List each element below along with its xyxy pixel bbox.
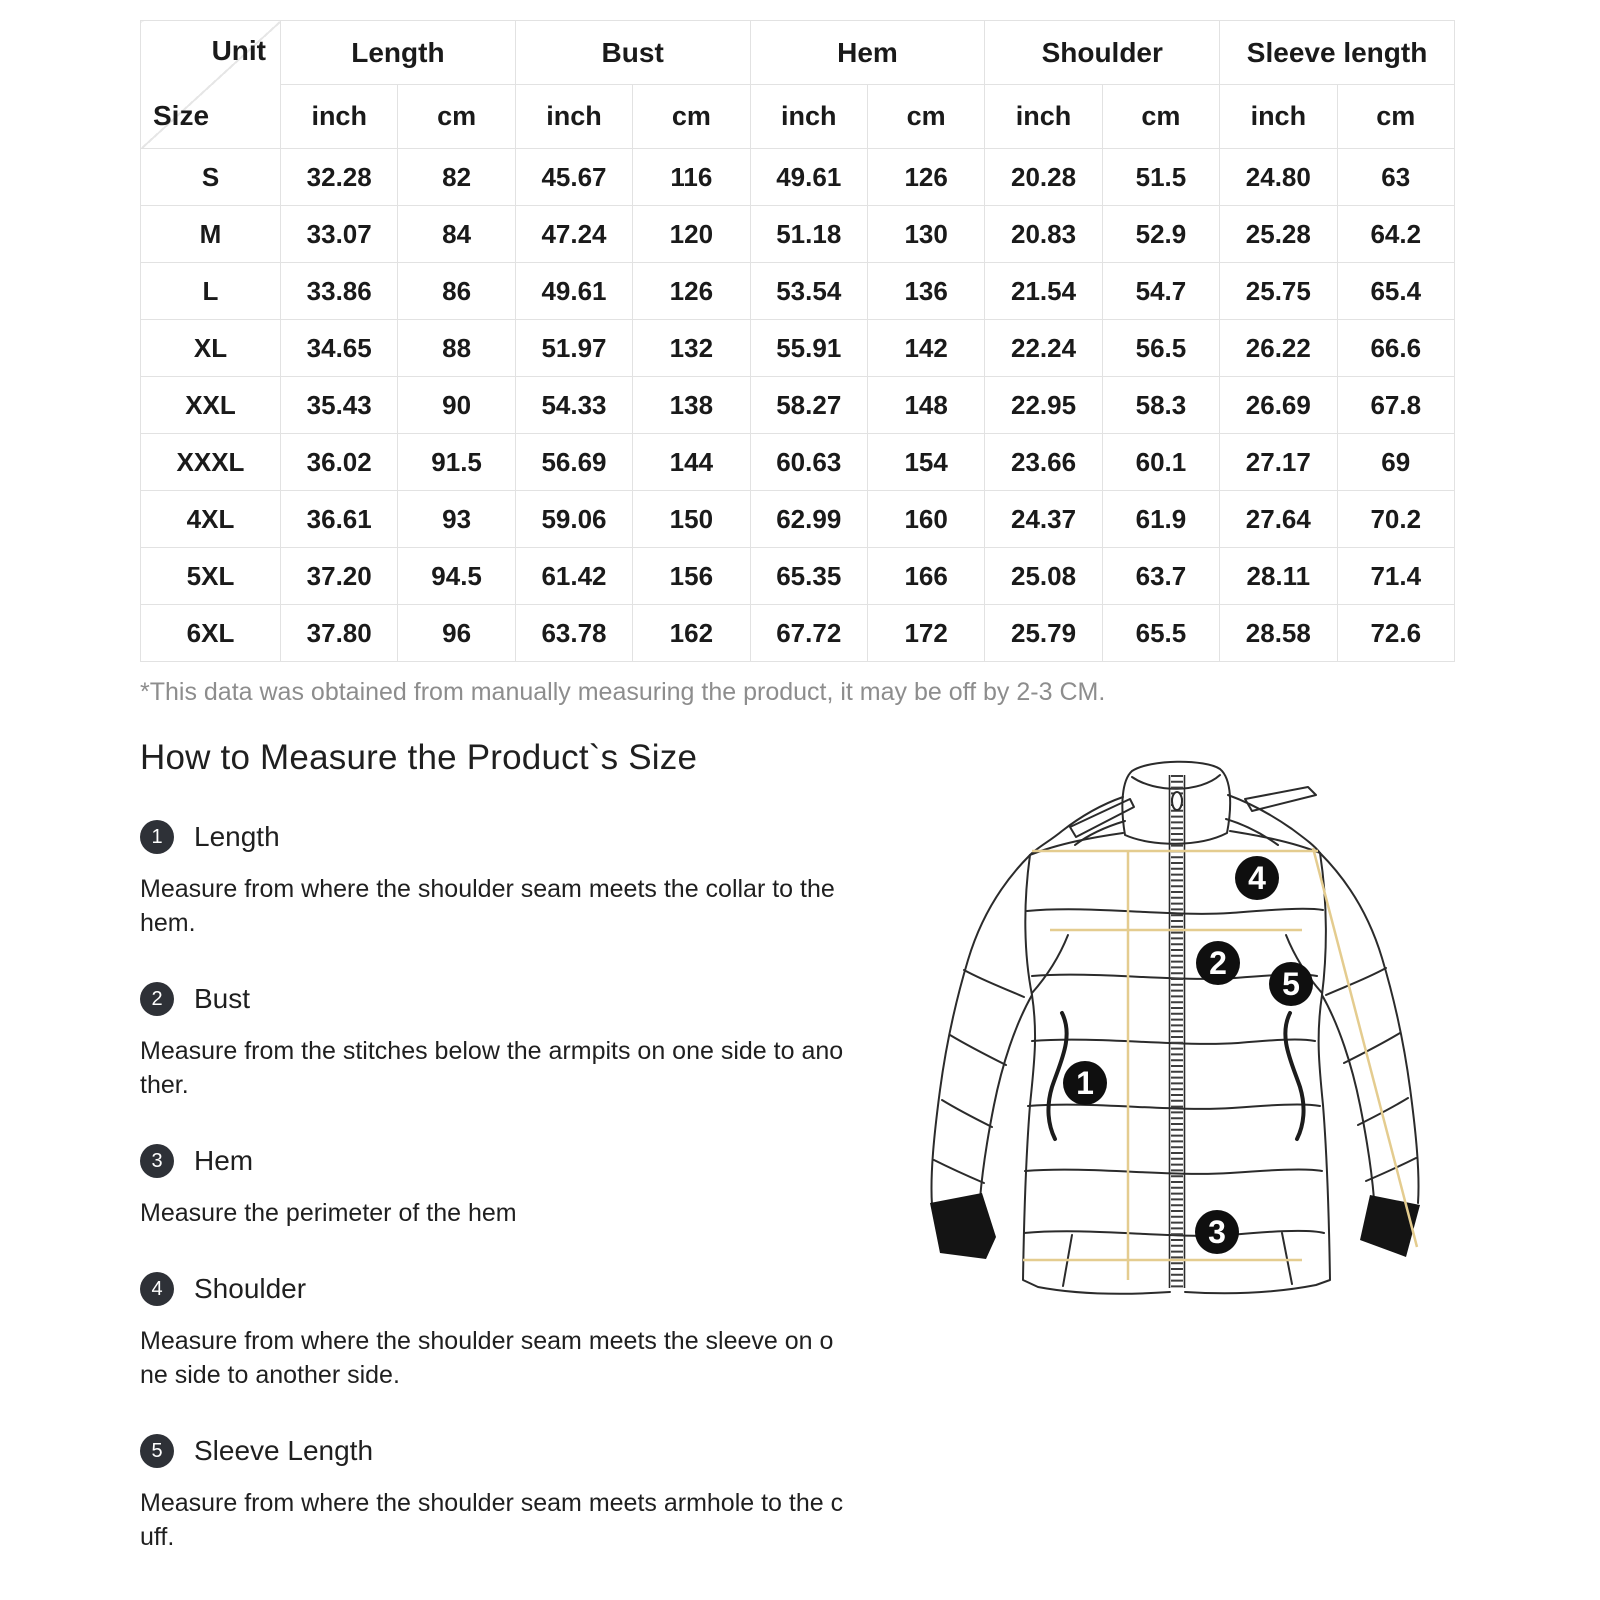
step-number-badge: 5: [140, 1434, 174, 1468]
step-header: [140, 1272, 845, 1306]
measure-step: [140, 1144, 845, 1230]
step-label: Sleeve Length: [194, 1435, 374, 1466]
measure-step: [140, 820, 845, 940]
measure-step: [140, 1434, 845, 1554]
cuff-left: [930, 1193, 996, 1259]
measure-cell: 63.7: [1102, 548, 1219, 605]
measure-cell: 24.37: [985, 491, 1102, 548]
column-group-sleeve-length: Sleeve length: [1220, 21, 1455, 85]
size-cell: S: [141, 149, 281, 206]
measure-cell: 84: [398, 206, 515, 263]
measure-cell: 144: [633, 434, 750, 491]
size-cell: XXXL: [141, 434, 281, 491]
measure-cell: 56.69: [515, 434, 632, 491]
measure-cell: 28.58: [1220, 605, 1337, 662]
unit-header: inch: [515, 85, 632, 149]
table-row: [141, 320, 1455, 377]
step-header: [140, 1434, 845, 1468]
jacket-measurement-diagram: [920, 735, 1460, 1305]
step-description: Measure from where the shoulder seam meets the sleeve on one side to another side.: [140, 1327, 834, 1389]
step-label: Bust: [194, 983, 251, 1014]
measure-cell: 25.79: [985, 605, 1102, 662]
column-group-hem: Hem: [750, 21, 985, 85]
measure-step: [140, 982, 845, 1102]
measure-cell: 60.63: [750, 434, 867, 491]
step-number-badge: 3: [140, 1144, 174, 1178]
measure-cell: 25.28: [1220, 206, 1337, 263]
how-to-measure-title: How to Measure the Product`s Size: [140, 738, 698, 777]
step-number-badge: 1: [140, 820, 174, 854]
measure-cell: 91.5: [398, 434, 515, 491]
measure-cell: 59.06: [515, 491, 632, 548]
measure-cell: 55.91: [750, 320, 867, 377]
svg-text:4: 4: [1248, 860, 1266, 896]
measure-cell: 23.66: [985, 434, 1102, 491]
measure-cell: 54.7: [1102, 263, 1219, 320]
measure-cell: 22.95: [985, 377, 1102, 434]
measure-cell: 132: [633, 320, 750, 377]
measure-cell: 34.65: [281, 320, 398, 377]
measure-cell: 45.67: [515, 149, 632, 206]
measure-cell: 69: [1337, 434, 1454, 491]
marker-length: [1063, 1061, 1107, 1105]
measure-cell: 154: [867, 434, 984, 491]
marker-shoulder: [1235, 856, 1279, 900]
measure-cell: 126: [633, 263, 750, 320]
measure-cell: 51.97: [515, 320, 632, 377]
measure-cell: 65.4: [1337, 263, 1454, 320]
measure-cell: 67.72: [750, 605, 867, 662]
measure-cell: 66.6: [1337, 320, 1454, 377]
measure-cell: 36.61: [281, 491, 398, 548]
measure-cell: 27.64: [1220, 491, 1337, 548]
measure-cell: 52.9: [1102, 206, 1219, 263]
measure-cell: 25.08: [985, 548, 1102, 605]
unit-header: cm: [398, 85, 515, 149]
measure-cell: 70.2: [1337, 491, 1454, 548]
unit-header: cm: [1337, 85, 1454, 149]
step-description: Measure from where the shoulder seam meets armhole to the cuff.: [140, 1489, 844, 1551]
step-label: Shoulder: [194, 1273, 307, 1304]
step-label: Hem: [194, 1145, 254, 1176]
measure-cell: 21.54: [985, 263, 1102, 320]
measure-cell: 51.5: [1102, 149, 1219, 206]
measure-cell: 24.80: [1220, 149, 1337, 206]
table-row: [141, 206, 1455, 263]
measure-cell: 90: [398, 377, 515, 434]
pocket-right: [1285, 1013, 1303, 1139]
measure-cell: 65.35: [750, 548, 867, 605]
measure-cell: 136: [867, 263, 984, 320]
size-table-body: [141, 149, 1455, 662]
svg-text:3: 3: [1208, 1214, 1226, 1250]
size-cell: 4XL: [141, 491, 281, 548]
measure-cell: 82: [398, 149, 515, 206]
measure-cell: 26.22: [1220, 320, 1337, 377]
measure-cell: 63.78: [515, 605, 632, 662]
table-row: [141, 263, 1455, 320]
size-chart-table: [140, 20, 1455, 662]
how-to-measure-section: [140, 738, 845, 1554]
measure-cell: 32.28: [281, 149, 398, 206]
measure-cell: 20.83: [985, 206, 1102, 263]
measure-cell: 58.3: [1102, 377, 1219, 434]
measure-step: [140, 1272, 845, 1392]
corner-size-label: Size: [153, 100, 210, 131]
column-group-shoulder: Shoulder: [985, 21, 1220, 85]
column-group-bust: Bust: [515, 21, 750, 85]
step-number-badge: 4: [140, 1272, 174, 1306]
measure-cell: 37.80: [281, 605, 398, 662]
measure-cell: 64.2: [1337, 206, 1454, 263]
table-row: [141, 377, 1455, 434]
step-header: [140, 1144, 845, 1178]
svg-text:1: 1: [1076, 1065, 1094, 1101]
diagram-markers: [1063, 856, 1313, 1254]
svg-text:2: 2: [1209, 945, 1227, 981]
table-row: [141, 491, 1455, 548]
measure-cell: 65.5: [1102, 605, 1219, 662]
measure-cell: 49.61: [515, 263, 632, 320]
measure-cell: 166: [867, 548, 984, 605]
measure-cell: 160: [867, 491, 984, 548]
step-description: Measure the perimeter of the hem: [140, 1199, 517, 1227]
measure-cell: 148: [867, 377, 984, 434]
unit-header: inch: [1220, 85, 1337, 149]
size-cell: L: [141, 263, 281, 320]
measure-cell: 33.07: [281, 206, 398, 263]
measure-cell: 156: [633, 548, 750, 605]
measure-cell: 58.27: [750, 377, 867, 434]
measure-cell: 162: [633, 605, 750, 662]
table-footnote: *This data was obtained from manually measuring the product, it may be off by 2-3 CM.: [140, 678, 1106, 706]
measure-cell: 61.42: [515, 548, 632, 605]
unit-header: inch: [985, 85, 1102, 149]
measure-cell: 61.9: [1102, 491, 1219, 548]
group-header-row: [141, 21, 1455, 85]
measure-cell: 94.5: [398, 548, 515, 605]
corner-unit-label: Unit: [211, 35, 266, 66]
marker-bust: [1196, 941, 1240, 985]
marker-sleeve: [1269, 962, 1313, 1006]
measure-cell: 20.28: [985, 149, 1102, 206]
measure-cell: 130: [867, 206, 984, 263]
unit-header: cm: [867, 85, 984, 149]
measure-cell: 35.43: [281, 377, 398, 434]
unit-header: inch: [750, 85, 867, 149]
size-cell: 5XL: [141, 548, 281, 605]
unit-size-corner-cell: [141, 21, 281, 149]
step-label: Length: [194, 821, 280, 852]
size-cell: 6XL: [141, 605, 281, 662]
measure-cell: 33.86: [281, 263, 398, 320]
measure-cell: 116: [633, 149, 750, 206]
zipper-pull: [1172, 792, 1182, 810]
marker-hem: [1195, 1210, 1239, 1254]
measure-cell: 172: [867, 605, 984, 662]
measure-cell: 27.17: [1220, 434, 1337, 491]
table-row: [141, 605, 1455, 662]
measure-cell: 62.99: [750, 491, 867, 548]
column-group-length: Length: [281, 21, 516, 85]
measure-cell: 54.33: [515, 377, 632, 434]
measure-cell: 26.69: [1220, 377, 1337, 434]
table-row: [141, 434, 1455, 491]
measure-cell: 72.6: [1337, 605, 1454, 662]
size-chart-section: [140, 20, 1455, 707]
step-header: [140, 982, 845, 1016]
measure-cell: 25.75: [1220, 263, 1337, 320]
measure-steps: [140, 820, 845, 1554]
measure-cell: 93: [398, 491, 515, 548]
measure-cell: 60.1: [1102, 434, 1219, 491]
step-description: Measure from the stitches below the armpits on one side to another.: [140, 1037, 844, 1099]
size-cell: XXL: [141, 377, 281, 434]
measure-cell: 71.4: [1337, 548, 1454, 605]
table-row: [141, 149, 1455, 206]
size-cell: XL: [141, 320, 281, 377]
step-header: [140, 820, 845, 854]
measure-cell: 47.24: [515, 206, 632, 263]
measure-cell: 37.20: [281, 548, 398, 605]
measure-cell: 126: [867, 149, 984, 206]
measure-cell: 120: [633, 206, 750, 263]
step-number-badge: 2: [140, 982, 174, 1016]
measure-cell: 142: [867, 320, 984, 377]
size-cell: M: [141, 206, 281, 263]
measure-cell: 88: [398, 320, 515, 377]
measure-cell: 150: [633, 491, 750, 548]
measure-cell: 86: [398, 263, 515, 320]
measure-cell: 96: [398, 605, 515, 662]
jacket-sleeve-left: [930, 855, 1032, 1259]
measure-cell: 51.18: [750, 206, 867, 263]
table-row: [141, 548, 1455, 605]
measure-cell: 53.54: [750, 263, 867, 320]
measure-cell: 49.61: [750, 149, 867, 206]
pocket-left: [1048, 1013, 1066, 1139]
unit-header: inch: [281, 85, 398, 149]
measure-cell: 56.5: [1102, 320, 1219, 377]
svg-text:5: 5: [1282, 966, 1300, 1002]
measure-cell: 67.8: [1337, 377, 1454, 434]
measure-cell: 28.11: [1220, 548, 1337, 605]
unit-header: cm: [633, 85, 750, 149]
measure-cell: 63: [1337, 149, 1454, 206]
unit-header: cm: [1102, 85, 1219, 149]
measure-cell: 22.24: [985, 320, 1102, 377]
step-description: Measure from where the shoulder seam meets the collar to the hem.: [140, 875, 835, 937]
measure-cell: 138: [633, 377, 750, 434]
measure-cell: 36.02: [281, 434, 398, 491]
unit-header-row: [141, 85, 1455, 149]
